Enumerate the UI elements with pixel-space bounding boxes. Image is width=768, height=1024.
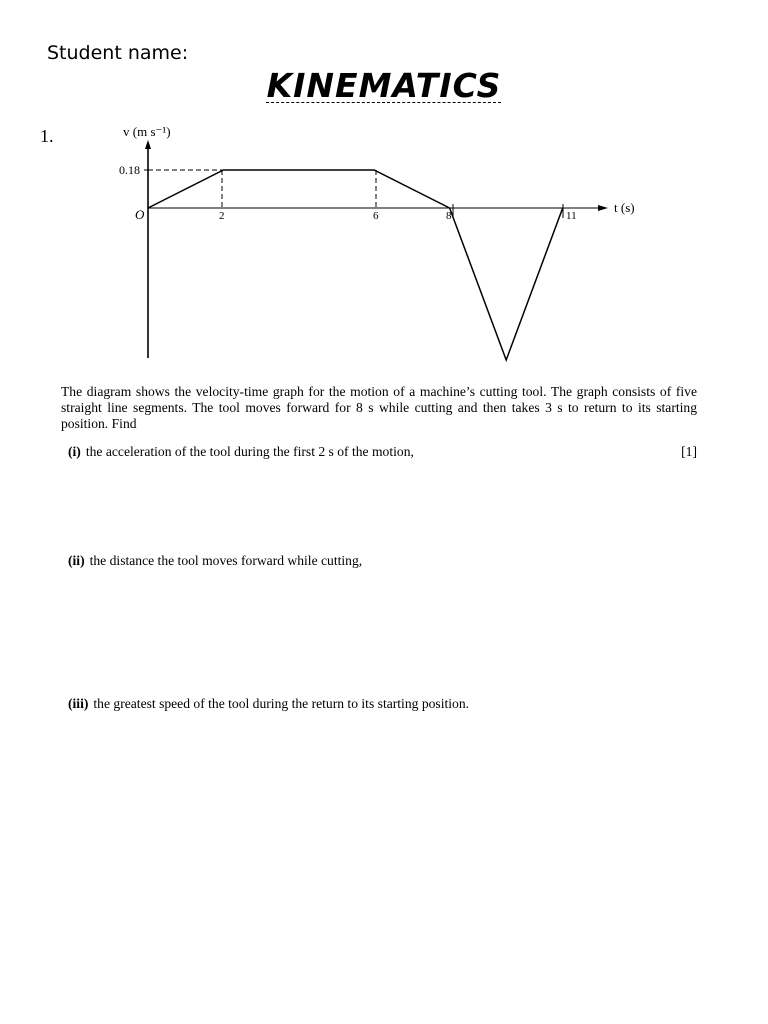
velocity-time-graph	[0, 115, 768, 365]
x-axis-label: t (s)	[614, 200, 635, 215]
question-part-ii	[68, 553, 697, 569]
velocity-line	[148, 170, 563, 360]
question-part-i	[68, 444, 697, 460]
x-tick-label-11: 11	[566, 210, 577, 222]
part-text: the acceleration of the tool during the first 2 s of the motion,	[85, 444, 414, 459]
x-tick-label-2: 2	[219, 210, 225, 222]
question-stem: The diagram shows the velocity-time graph for the motion of a machine’s cutting tool. The graph consists of five straight line segments. The tool moves forward for 8 s while cutting and then takes 3 s to return to its starting position. Find	[61, 384, 697, 431]
y-tick-label: 0.18	[119, 163, 140, 177]
x-tick-label-6: 6	[373, 210, 379, 222]
marks-badge: [1]	[681, 444, 697, 459]
part-text: the distance the tool moves forward while cutting,	[89, 553, 363, 568]
student-name-label: Student name:	[47, 42, 189, 64]
origin-label: O	[135, 207, 145, 222]
page-title	[0, 66, 768, 105]
x-axis-arrow-icon	[598, 205, 608, 211]
y-axis-arrow-icon	[145, 140, 151, 149]
part-number: (ii)	[68, 553, 85, 568]
question-number: 1.	[40, 126, 54, 146]
x-tick-label-8: 8	[446, 210, 452, 222]
part-number: (i)	[68, 444, 81, 459]
part-number: (iii)	[68, 696, 89, 711]
part-text: the greatest speed of the tool during the return to its starting position.	[93, 696, 470, 711]
y-axis-label: v (m s⁻¹)	[123, 124, 171, 139]
question-part-iii	[68, 696, 697, 712]
page-title-text: KINEMATICS	[266, 66, 502, 105]
